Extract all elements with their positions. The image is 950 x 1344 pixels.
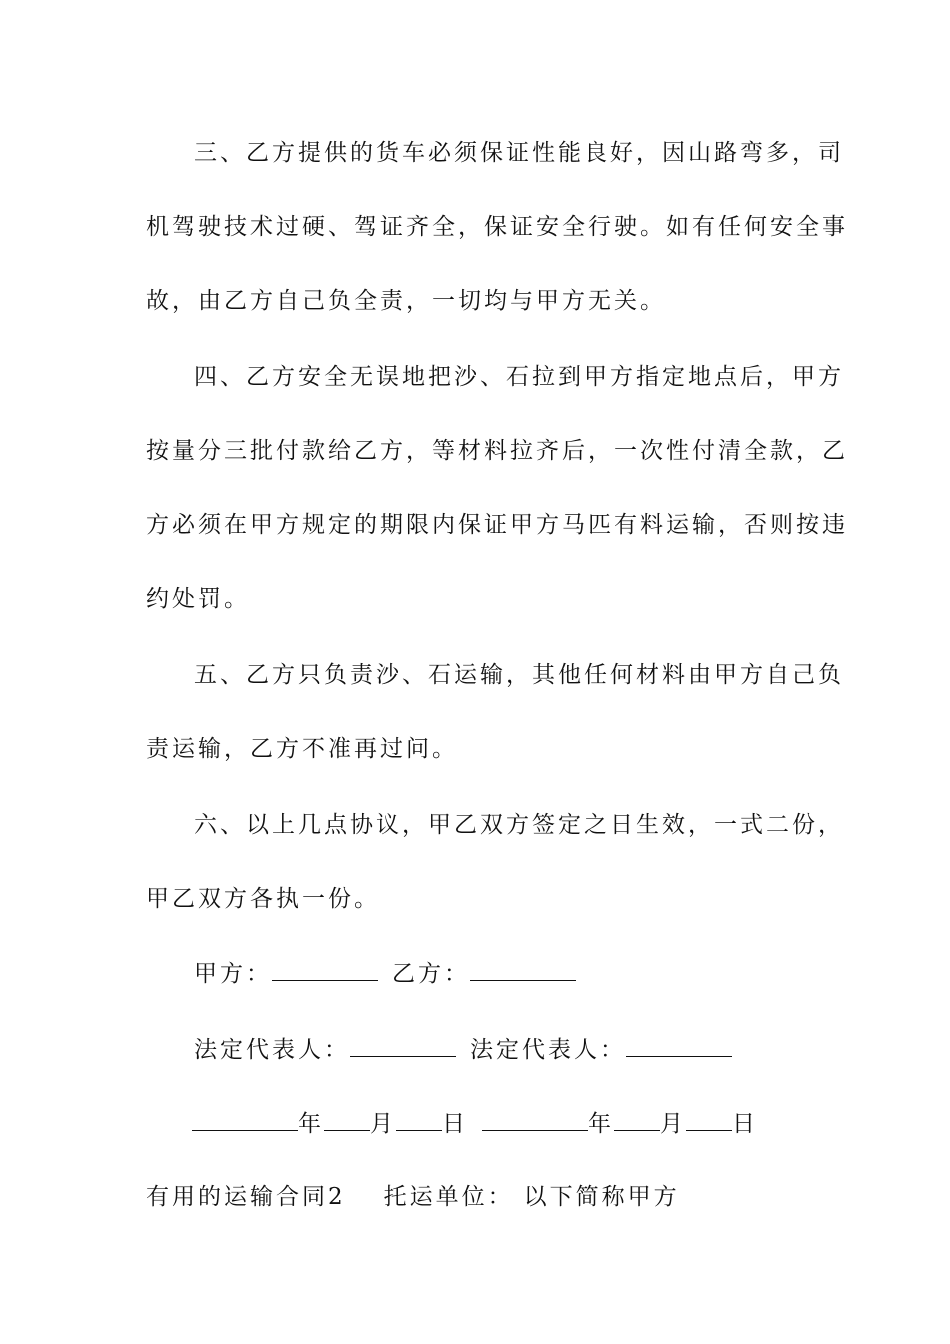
signature-date-row	[192, 1108, 758, 1139]
consignor-label: 托运单位：	[383, 1184, 514, 1210]
date-a-day-label: 日	[442, 1111, 468, 1137]
paragraph-5-line-2: 责运输，乙方不准再过问。	[146, 736, 458, 762]
next-contract-title: 有用的运输合同2	[146, 1184, 346, 1210]
date-b-year-blank	[482, 1108, 588, 1131]
signature-representative-row	[194, 1034, 732, 1065]
signature-parties-row	[194, 958, 576, 989]
rep-a-blank	[350, 1034, 456, 1057]
date-a-day-blank	[396, 1108, 442, 1131]
party-b-blank	[470, 958, 576, 981]
date-b-month-label: 月	[660, 1111, 686, 1137]
date-a-year-label: 年	[298, 1111, 324, 1137]
paragraph-4-line-4: 约处罚。	[146, 586, 250, 612]
date-b-year-label: 年	[588, 1111, 614, 1137]
rep-b-label: 法定代表人：	[470, 1037, 626, 1063]
next-contract-heading-row	[146, 1182, 680, 1212]
party-a-label: 甲方：	[194, 961, 272, 987]
date-b-month-blank	[614, 1108, 660, 1131]
paragraph-6-line-1: 六、以上几点协议，甲乙双方签定之日生效，一式二份，	[194, 812, 844, 838]
paragraph-3-line-1: 三、乙方提供的货车必须保证性能良好，因山路弯多，司	[194, 140, 844, 166]
rep-b-blank	[626, 1034, 732, 1057]
paragraph-4-line-2: 按量分三批付款给乙方，等材料拉齐后，一次性付清全款，乙	[146, 438, 848, 464]
date-b-day-blank	[686, 1108, 732, 1131]
paragraph-3-line-3: 故，由乙方自己负全责，一切均与甲方无关。	[146, 288, 666, 314]
paragraph-3-line-2: 机驾驶技术过硬、驾证齐全，保证安全行驶。如有任何安全事	[146, 214, 848, 240]
rep-a-label: 法定代表人：	[194, 1037, 350, 1063]
paragraph-5-line-1: 五、乙方只负责沙、石运输，其他任何材料由甲方自己负	[194, 662, 844, 688]
date-a-month-label: 月	[370, 1111, 396, 1137]
consignor-abbreviation: 以下简称甲方	[523, 1184, 680, 1210]
date-a-month-blank	[324, 1108, 370, 1131]
paragraph-4-line-1: 四、乙方安全无误地把沙、石拉到甲方指定地点后，甲方	[194, 364, 844, 390]
paragraph-6-line-2: 甲乙双方各执一份。	[146, 886, 380, 912]
party-a-blank	[272, 958, 378, 981]
date-b-day-label: 日	[732, 1111, 758, 1137]
paragraph-4-line-3: 方必须在甲方规定的期限内保证甲方马匹有料运输，否则按违	[146, 512, 848, 538]
party-b-label: 乙方：	[392, 961, 470, 987]
date-a-year-blank	[192, 1108, 298, 1131]
